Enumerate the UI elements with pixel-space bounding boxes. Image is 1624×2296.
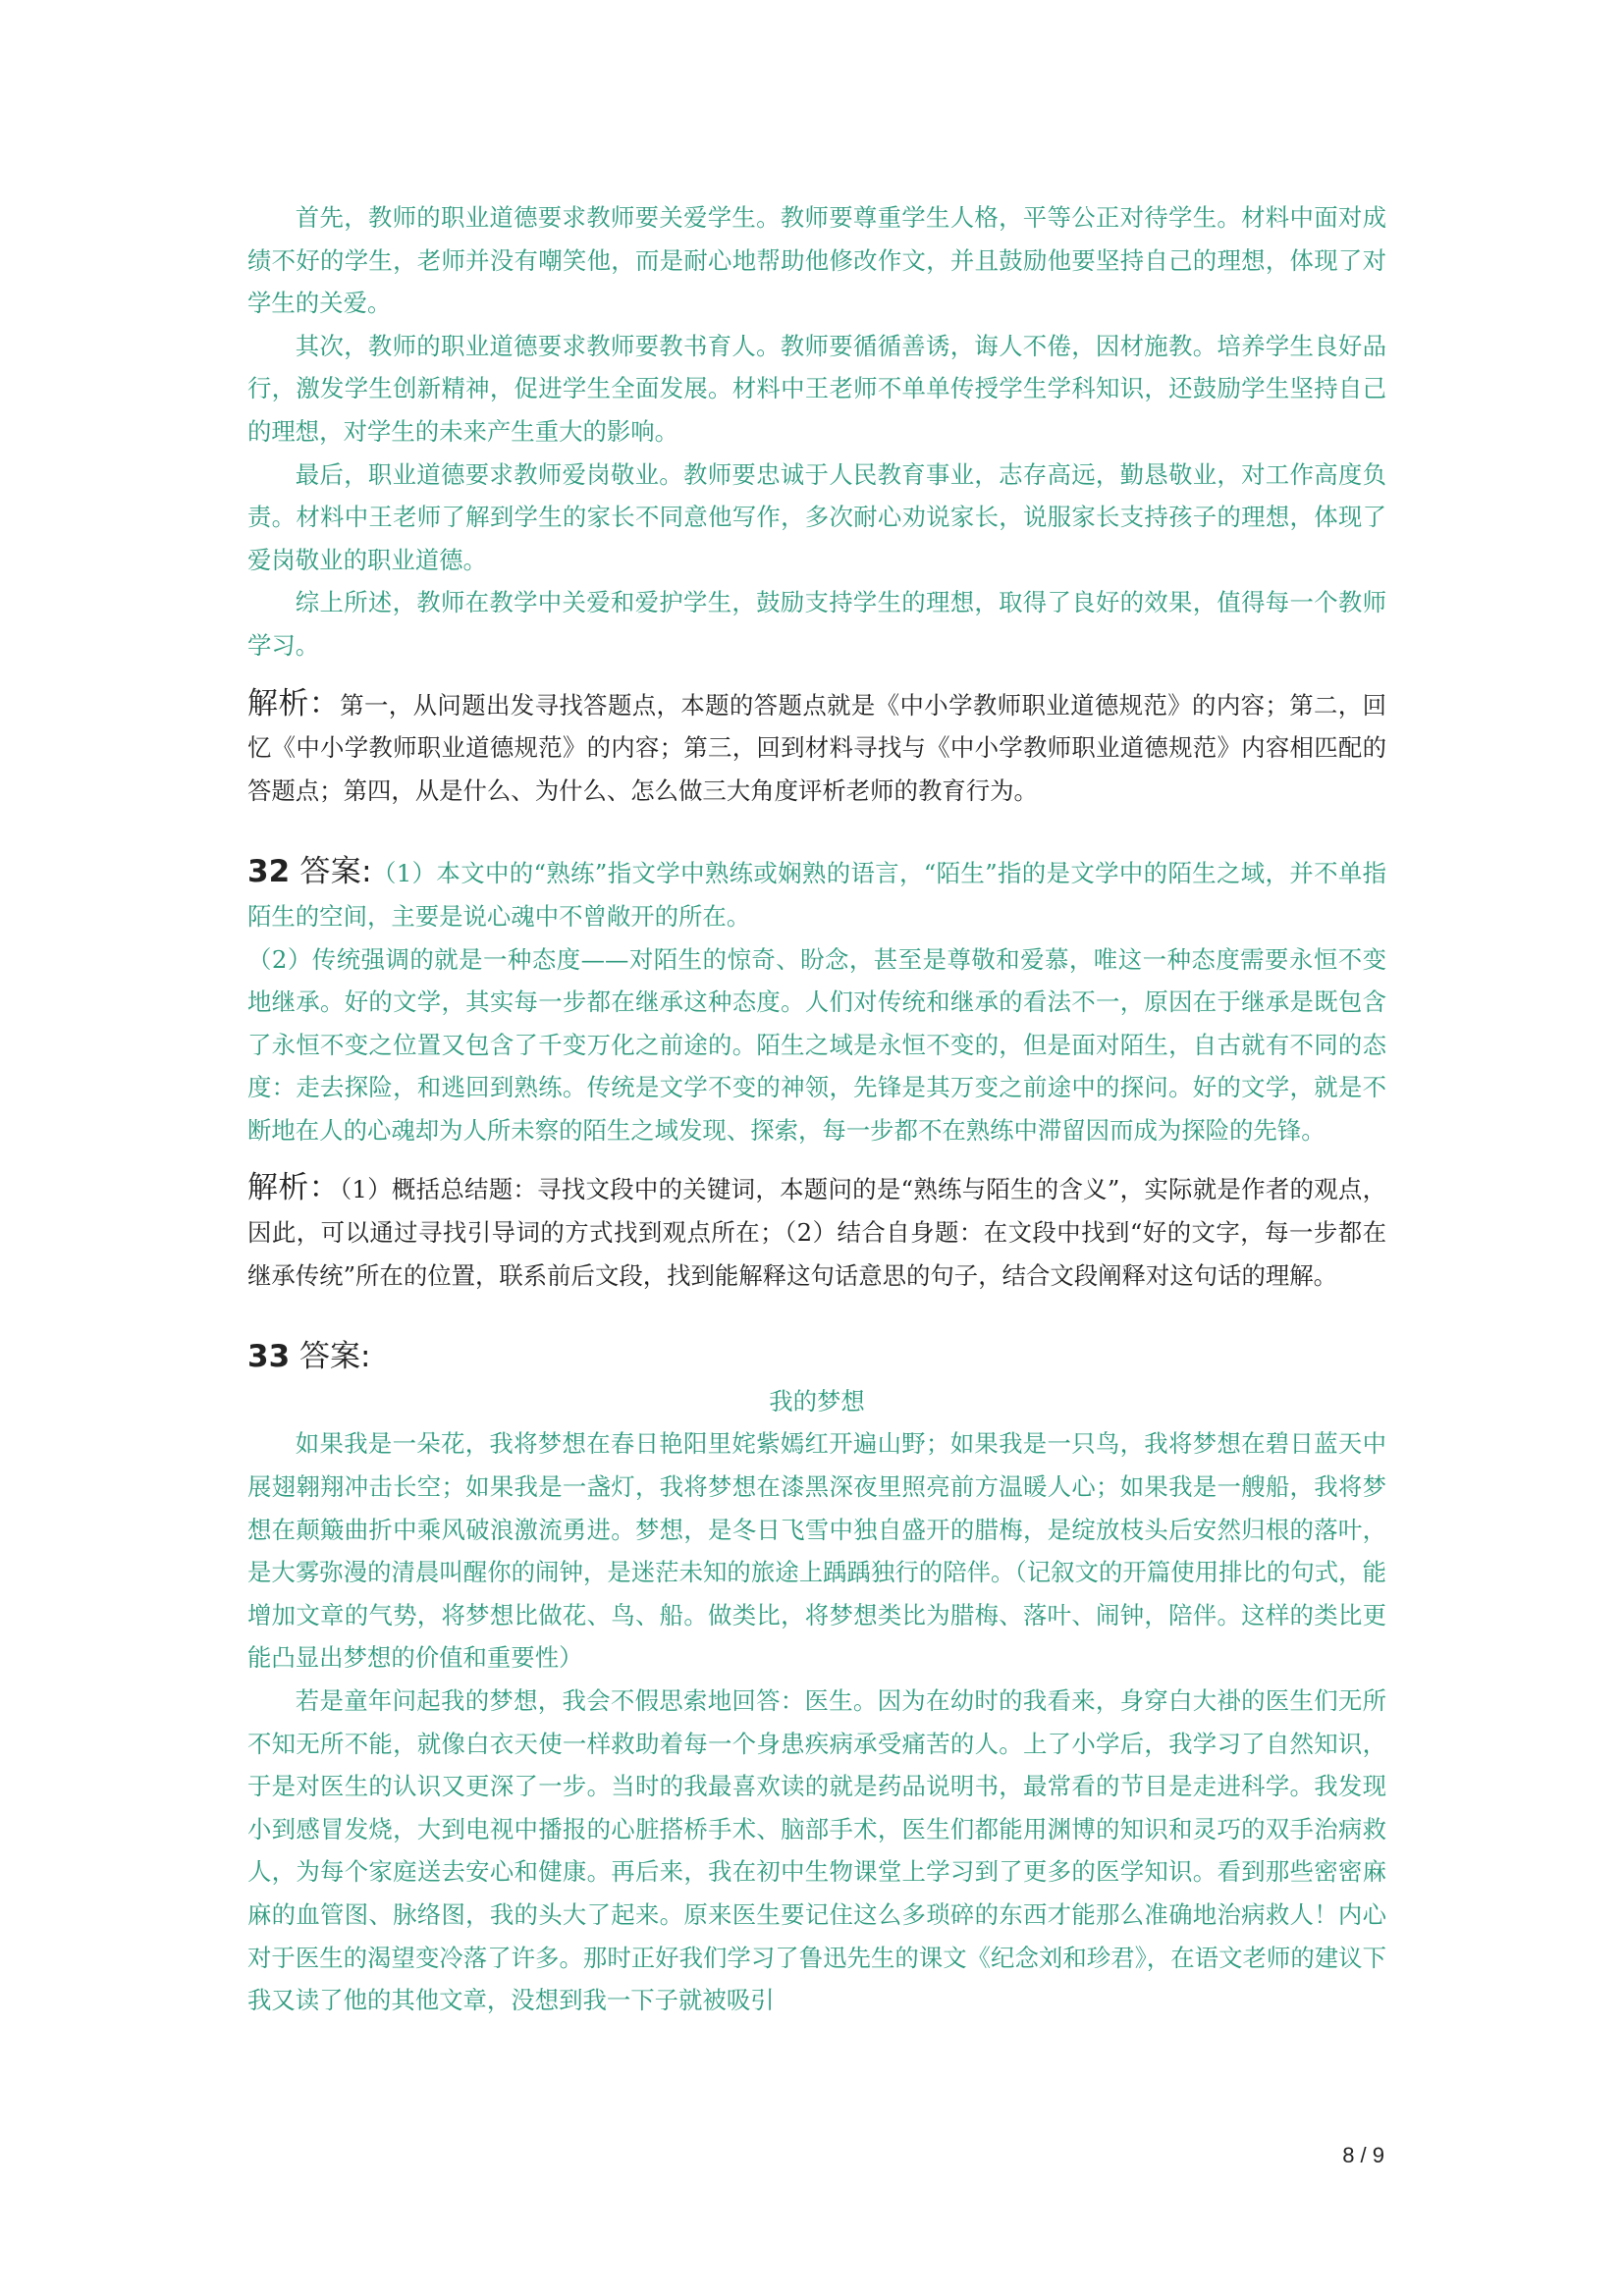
analysis-label: 解析： [247,1170,340,1206]
page-number: 8 / 9 [1342,2143,1384,2167]
answer-paragraph: 综上所述，教师在教学中关爱和爱护学生，鼓励支持学生的理想，取得了良好的效果，值得每一个教师学习。 [247,588,1386,660]
analysis-block [247,683,1386,813]
answer-paragraph: 最后，职业道德要求教师爱岗敬业。教师要忠诚于人民教育事业，志存高远，勤恳敬业，对工作高度负责。材料中王老师了解到学生的家长不同意他写作，多次耐心劝说家长，说服家长支持孩子的理想，体现了爱岗敬业的职业道德。 [247,459,1386,574]
answer-label: 答案: [299,1339,371,1375]
question-number: 33 [247,1339,291,1375]
answer-paragraph: 首先，教师的职业道德要求教师要关爱学生。教师要尊重学生人格，平等公正对待学生。材料中面对成绩不好的学生，老师并没有嘲笑他，而是耐心地帮助他修改作文，并且鼓励他要坚持自己的理想，体现了对学生的关爱。 [247,203,1386,318]
answer-label: 答案: [299,854,372,890]
answer-heading [247,854,372,889]
answer-text: （1）本文中的“熟练”指文学中熟练或娴熟的语言，“陌生”指的是文学中的陌生之域，并不单指陌生的空间，主要是说心魂中不曾敞开的所在。 [247,859,1387,931]
analysis-text: （1）概括总结题：寻找文段中的关键词，本题问的是“熟练与陌生的含义”，实际就是作者的观点，因此，可以通过寻找引导词的方式找到观点所在；（2）结合自身题：在文段中找到“好的文字，每一步都在继承传统”所在的位置，联系前后文段，找到能解释这句话意思的句子，结合文段阐释对这句话的理解。 [247,1175,1387,1290]
essay-title: 我的梦想 [769,1386,865,1415]
answer-32-block [247,851,1386,937]
answer-33-heading [247,1336,1386,1380]
analysis-text: 第一，从问题出发寻找答题点，本题的答题点就是《中小学教师职业道德规范》的内容；第二，回忆《中小学教师职业道德规范》的内容；第三，回到材料寻找与《中小学教师职业道德规范》内容相匹配的答题点；第四，从是什么、为什么、怎么做三大角度评析老师的教育行为。 [247,690,1386,805]
answer-paragraph: （2）传统强调的就是一种态度——对陌生的惊奇、盼念，甚至是尊敬和爱慕，唯这一种态度需要永恒不变地继承。好的文学，其实每一步都在继承这种态度。人们对传统和继承的看法不一，原因在于继承是既包含了永恒不变之位置又包含了千变万化之前途的。陌生之域是永恒不变的，但是面对陌生，自古就有不同的态度：走去探险，和逃回到熟练。传统是文学不变的神领，先锋是其万变之前途中的探问。好的文学，就是不断地在人的心魂却为人所未察的陌生之域发现、探索，每一步都不在熟练中滞留因而成为探险的先锋。 [247,944,1386,1145]
answer-paragraph: 其次，教师的职业道德要求教师要教书育人。教师要循循善诱，诲人不倦，因材施教。培养学生良好品行，激发学生创新精神，促进学生全面发展。材料中王老师不单单传授学生学科知识，还鼓励学生坚持自己的理想，对学生的未来产生重大的影响。 [247,331,1386,446]
analysis-block [247,1167,1386,1297]
answer-heading [247,1339,370,1374]
question-number: 32 [247,854,291,890]
analysis-label: 解析： [247,685,341,721]
document-page [247,196,1386,2022]
essay-paragraph: 若是童年问起我的梦想，我会不假思索地回答：医生。因为在幼时的我看来，身穿白大褂的医生们无所不知无所不能，就像白衣天使一样救助着每一个身患疾病承受痛苦的人。上了小学后，我学习了自然知识，于是对医生的认识又更深了一步。当时的我最喜欢读的就是药品说明书，最常看的节目是走进科学。我发现小到感冒发烧，大到电视中播报的心脏搭桥手术、脑部手术，医生们都能用渊博的知识和灵巧的双手治病救人，为每个家庭送去安心和健康。再后来，我在初中生物课堂上学习到了更多的医学知识。看到那些密密麻麻的血管图、脉络图，我的头大了起来。原来医生要记住这么多琐碎的东西才能那么准确地治病救人！内心对于医生的渴望变冷落了许多。那时正好我们学习了鲁迅先生的课文《纪念刘和珍君》，在语文老师的建议下我又读了他的其他文章，没想到我一下子就被吸引 [247,1686,1386,2015]
essay-paragraph: 如果我是一朵花，我将梦想在春日艳阳里姹紫嫣红开遍山野；如果我是一只鸟，我将梦想在碧日蓝天中展翅翱翔冲击长空；如果我是一盏灯，我将梦想在漆黑深夜里照亮前方温暖人心；如果我是一艘船，我将梦想在颠簸曲折中乘风破浪激流勇进。梦想，是冬日飞雪中独自盛开的腊梅，是绽放枝头后安然归根的落叶，是大雾弥漫的清晨叫醒你的闹钟，是迷茫未知的旅途上踽踽独行的陪伴。（记叙文的开篇使用排比的句式，能增加文章的气势，将梦想比做花、鸟、船。做类比，将梦想类比为腊梅、落叶、闹钟，陪伴。这样的类比更能凸显出梦想的价值和重要性） [247,1429,1386,1673]
